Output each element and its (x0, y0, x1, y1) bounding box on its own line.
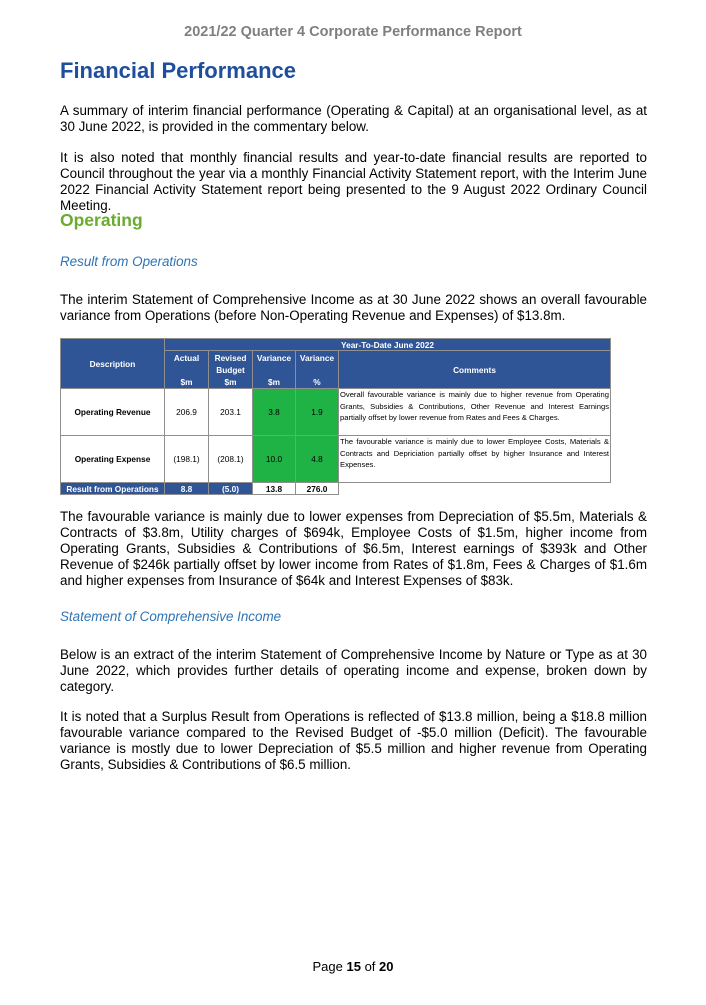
statement-paragraph-1: Below is an extract of the interim Statement of Comprehensive Income by Nature or Type as at 30 June 2022, which provides further details of operating income and expense, broken down by category. (60, 647, 647, 694)
period-label: Year-To-Date June 2022 (165, 339, 611, 351)
result-from-operations-subheading: Result from Operations (60, 254, 198, 269)
budget-header-line2: Budget (216, 365, 245, 375)
operating-paragraph: The interim Statement of Comprehensive Income as at 30 June 2022 shows an overall favourable variance from Operations (before Non-Operating Revenue and Expenses) of $13.8m. (60, 292, 647, 323)
comments-header: Comments (339, 351, 611, 389)
footer-current-page: 15 (346, 959, 361, 974)
budget-unit-label: $m (224, 377, 237, 387)
intro-paragraph-2: It is also noted that monthly financial results and year-to-date financial results are reported to Council throughout the year via a monthly Financial Activity Statement report, with the Interim June 2022 Financial Activity Statement report being presented to the 9 August 2022 Ordinary Council Meeting. (60, 150, 647, 213)
row-comment: Overall favourable variance is mainly due to higher revenue from Operating Grants, Subsidies & Contributions, Other Revenue and Interest Earnings partially offset by lower revenue from Rates and Fees & Charges. (339, 389, 611, 436)
budget-column-header (209, 351, 253, 389)
variance-header-label: Variance (256, 353, 292, 363)
actual-unit-label: $m (180, 377, 193, 387)
variance-pct-unit-label: % (313, 377, 321, 387)
statement-paragraph-2: It is noted that a Surplus Result from Operations is reflected of $13.8 million, being a $18.8 million favourable variance compared to the Revised Budget of -$5.0 million (Deficit). The favourable variance is mostly due to lower Depreciation of $5.5 million and higher revenue from Operating Grants, Subsidies & Contributions of $6.5 million. (60, 709, 647, 772)
page-footer (0, 959, 706, 974)
operating-results-table (60, 338, 611, 495)
row-variance: 3.8 (253, 389, 296, 436)
result-row (61, 483, 611, 495)
footer-of: of (364, 959, 376, 974)
report-header-title: 2021/22 Quarter 4 Corporate Performance Report (184, 24, 522, 40)
variance-paragraph: The favourable variance is mainly due to lower expenses from Depreciation of $5.5m, Materials & Contracts of $3.8m, Utility charges of $694k, Employee Costs of $1.5m, higher income from Operating Grants, Subsidies & Contributions of $6.5m, Interest earnings of $393k and Other Revenue of $246k partially offset by lower income from Rates of $1.8m, Fees & Charges of $1.6m and higher expenses from Insurance of $64k and Interest Expenses of $83k. (60, 509, 647, 588)
intro-paragraph-1: A summary of interim financial performance (Operating & Capital) at an organisational level, as at 30 June 2022, is provided in the commentary below. (60, 103, 647, 134)
result-empty-cell (339, 483, 611, 495)
row-description: Operating Expense (61, 436, 165, 483)
section-title: Financial Performance (60, 58, 296, 83)
actual-header-label: Actual (173, 353, 200, 363)
variance-pct-column-header (296, 351, 339, 389)
row-description: Operating Revenue (61, 389, 165, 436)
result-budget: (5.0) (209, 483, 253, 495)
footer-total-pages: 20 (379, 959, 394, 974)
result-variance-pct: 276.0 (296, 483, 339, 495)
result-label: Result from Operations (61, 483, 165, 495)
variance-unit-label: $m (268, 377, 280, 387)
table-row (61, 436, 611, 483)
actual-column-header (165, 351, 209, 389)
row-budget: 203.1 (209, 389, 253, 436)
row-variance-pct: 4.8 (296, 436, 339, 483)
footer-page-prefix: Page (312, 959, 343, 974)
row-budget: (208.1) (209, 436, 253, 483)
row-actual: (198.1) (165, 436, 209, 483)
variance-pct-header-label: Variance (299, 353, 335, 363)
description-header: Description (61, 339, 165, 389)
row-actual: 206.9 (165, 389, 209, 436)
statement-subheading: Statement of Comprehensive Income (60, 609, 282, 624)
row-variance: 10.0 (253, 436, 296, 483)
result-actual: 8.8 (165, 483, 209, 495)
row-variance-pct: 1.9 (296, 389, 339, 436)
table-row (61, 389, 611, 436)
budget-header-line1: Revised (214, 353, 247, 363)
operating-heading: Operating (60, 210, 143, 230)
result-variance: 13.8 (253, 483, 296, 495)
row-comment: The favourable variance is mainly due to lower Employee Costs, Materials & Contracts and Depriciation partially offset by higher Insurance and Interest Expenses. (339, 436, 611, 483)
variance-column-header (253, 351, 296, 389)
